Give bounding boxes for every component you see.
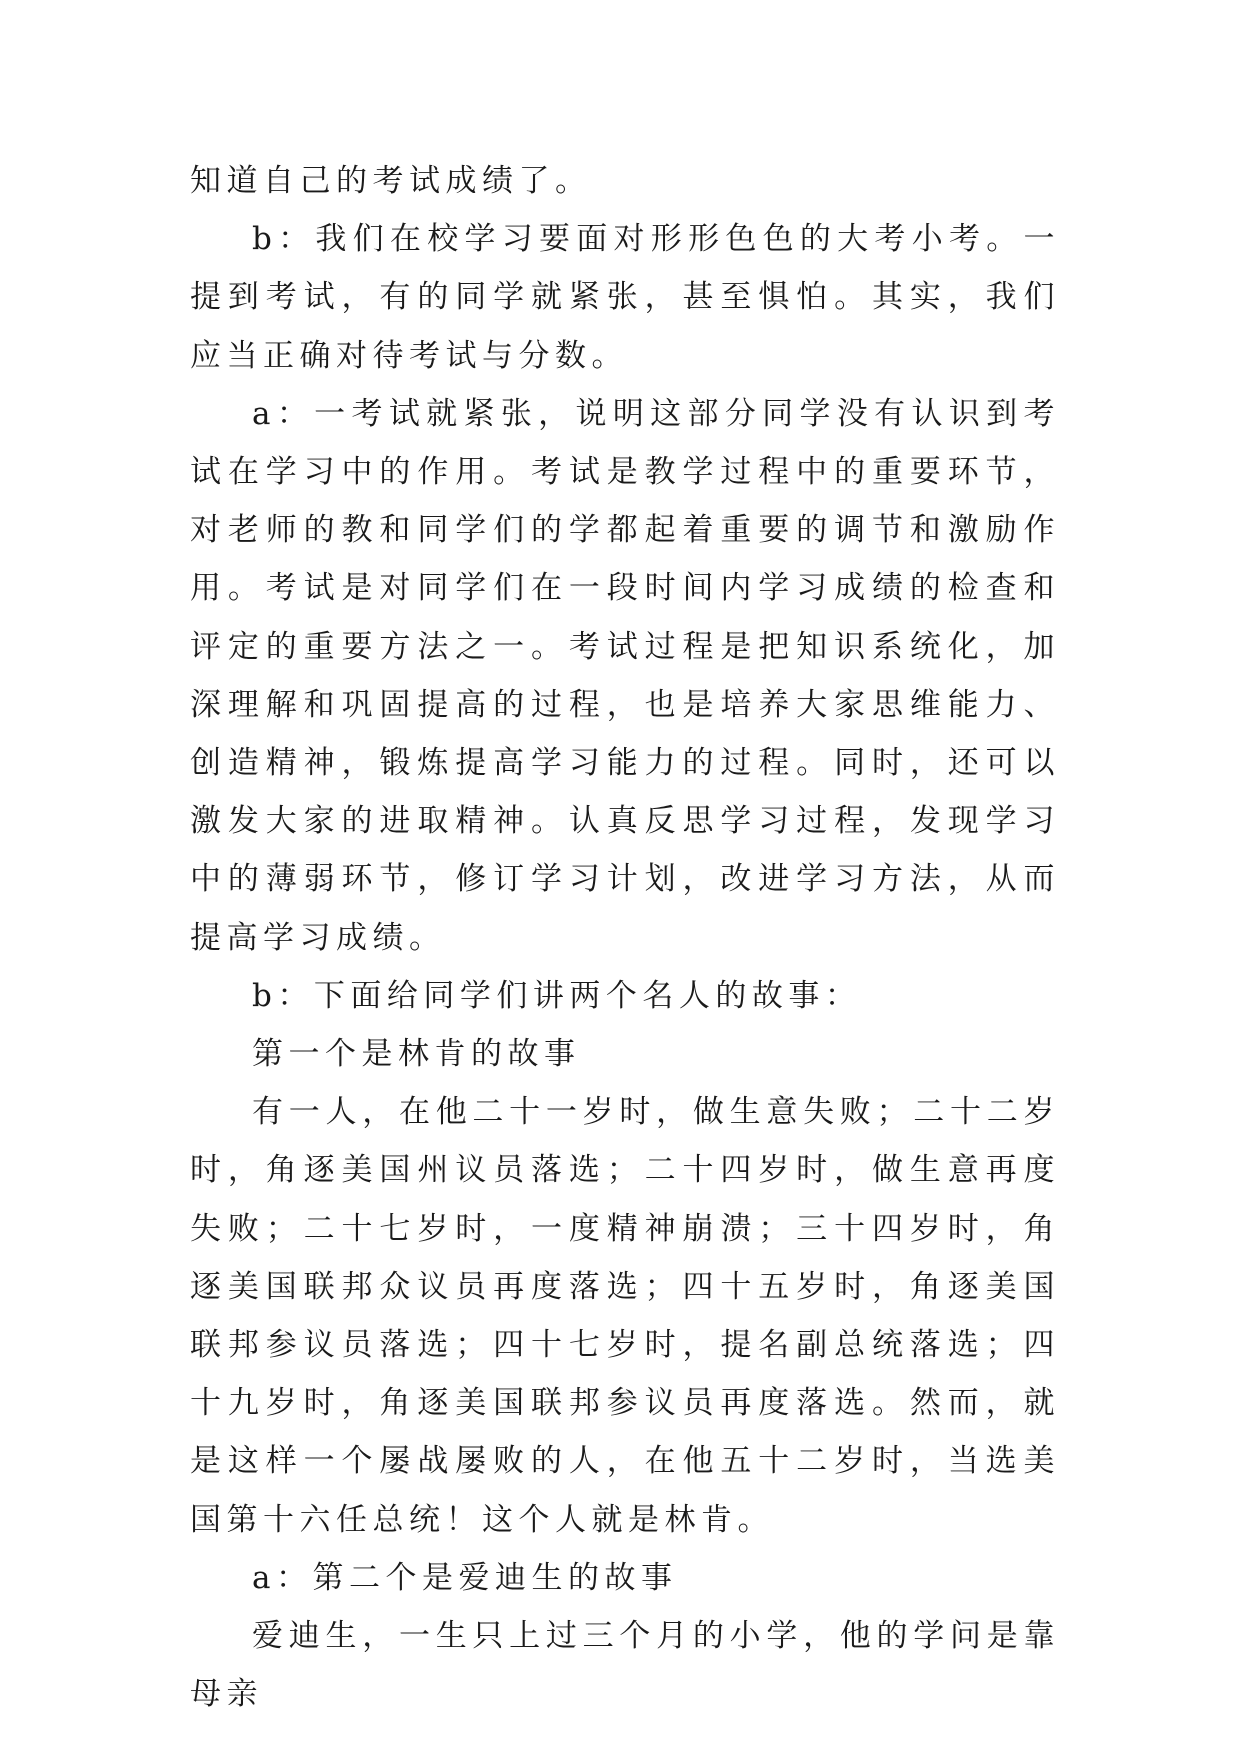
document-body — [190, 152, 1060, 1723]
paragraph-8: 爱迪生，一生只上过三个月的小学，他的学问是靠母亲 — [190, 1618, 1060, 1713]
paragraph-1: 知道自己的考试成绩了。 — [190, 163, 592, 199]
paragraph-4: b：下面给同学们讲两个名人的故事： — [252, 977, 862, 1014]
paragraph-6: 有一人，在他二十一岁时，做生意失败；二十二岁时，角逐美国州议员落选；二十四岁时，做生意再度失败；二十七岁时，一度精神崩溃；三十四岁时，角逐美国联邦众议员再度落选；四十五岁时，角逐美国联邦参议员落选；四十七岁时，提名副总统落选；四十九岁时，角逐美国联邦参议员再度落选。然而，就是这样一个屡战屡败的人，在他五十二岁时，当选美国第十六任总统！这个人就是林肯。 — [190, 1094, 1060, 1538]
paragraph-7: a：第二个是爱迪生的故事 — [252, 1559, 678, 1596]
paragraph-5: 第一个是林肯的故事 — [252, 1036, 581, 1073]
paragraph-2: b：我们在校学习要面对形形色色的大考小考。一提到考试，有的同学就紧张，甚至惧怕。其实，我们应当正确对待考试与分数。 — [190, 221, 1060, 374]
paragraph-3: a：一考试就紧张，说明这部分同学没有认识到考试在学习中的作用。考试是教学过程中的重要环节，对老师的教和同学们的学都起着重要的调节和激励作用。考试是对同学们在一段时间内学习成绩的检查和评定的重要方法之一。考试过程是把知识系统化，加深理解和巩固提高的过程，也是培养大家思维能力、创造精神，锻炼提高学习能力的过程。同时，还可以激发大家的进取精神。认真反思学习过程，发现学习中的薄弱环节，修订学习计划，改进学习方法，从而提高学习成绩。 — [190, 395, 1060, 956]
